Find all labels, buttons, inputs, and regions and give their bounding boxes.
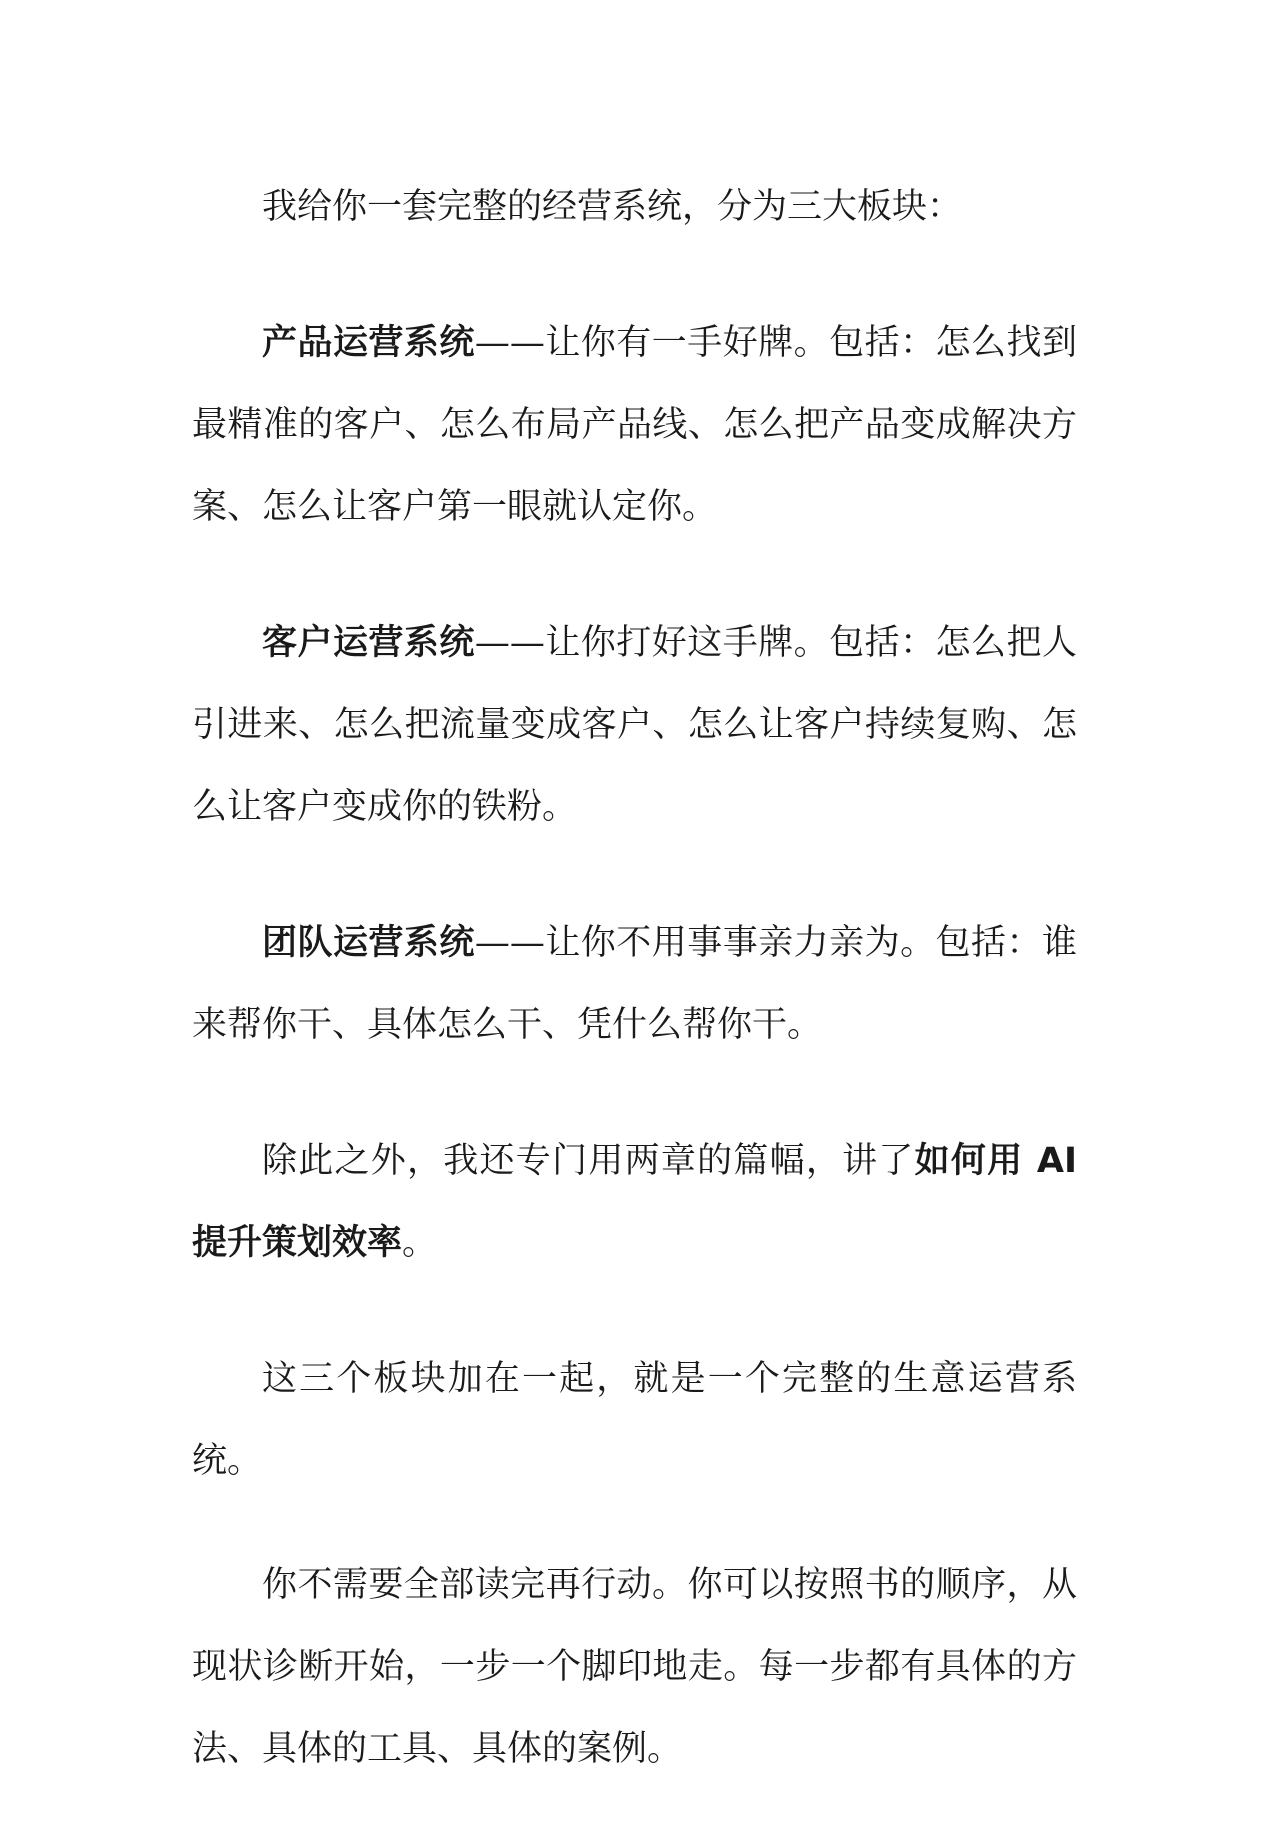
- section-paragraph-team: [192, 902, 1077, 1066]
- section-text-product: ——让你有一手好牌。包括：怎么找到最精准的客户、怎么布局产品线、怎么把产品变成解决方案、怎么让客户第一眼就认定你。: [192, 323, 1077, 527]
- section-paragraph-customer: [192, 602, 1077, 848]
- section-paragraph-product: [192, 302, 1077, 548]
- ai-highlight-text: 如何用 AI 提升策划效率: [192, 1141, 1077, 1263]
- closing-text: 你不需要全部读完再行动。你可以按照书的顺序，从现状诊断开始，一步一个脚印地走。每一步都有具体的方法、具体的工具、具体的案例。: [192, 1565, 1077, 1769]
- ai-paragraph: [192, 1120, 1077, 1284]
- section-text-team: ——让你不用事事亲力亲为。包括：谁来帮你干、具体怎么干、凭什么帮你干。: [192, 923, 1077, 1045]
- intro-text: 我给你一套完整的经营系统，分为三大板块：: [262, 187, 963, 227]
- summary-text: 这三个板块加在一起，就是一个完整的生意运营系统。: [192, 1359, 1077, 1481]
- intro-paragraph: [192, 166, 1077, 248]
- section-text-customer: ——让你打好这手牌。包括：怎么把人引进来、怎么把流量变成客户、怎么让客户持续复购、怎么让客户变成你的铁粉。: [192, 623, 1077, 827]
- ai-tail-text: 。: [402, 1223, 438, 1263]
- section-title-customer: 客户运营系统: [262, 623, 475, 663]
- summary-paragraph: [192, 1338, 1077, 1502]
- section-title-product: 产品运营系统: [262, 323, 475, 363]
- ai-lead-text: 除此之外，我还专门用两章的篇幅，讲了: [262, 1141, 915, 1181]
- section-title-team: 团队运营系统: [262, 923, 475, 963]
- document-body: [192, 166, 1077, 1844]
- closing-paragraph: [192, 1544, 1077, 1790]
